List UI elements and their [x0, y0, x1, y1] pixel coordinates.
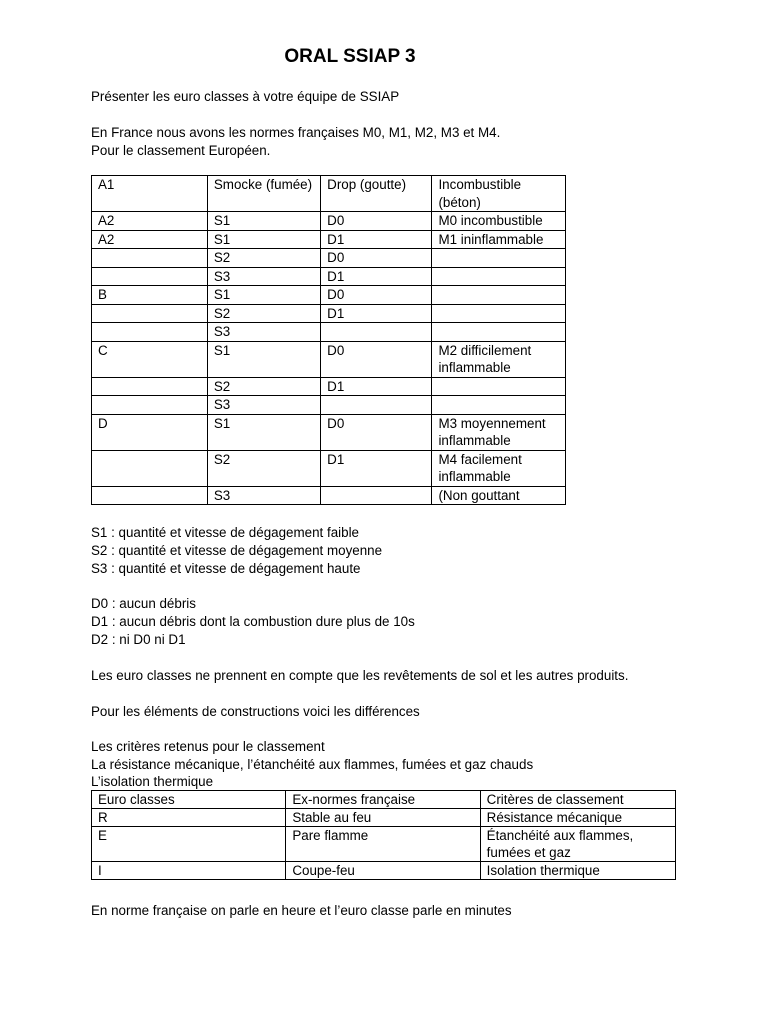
- classement-text: Pour le classement Européen.: [91, 143, 271, 158]
- table-row: [92, 230, 566, 249]
- table-cell: M0 incombustible: [432, 212, 566, 231]
- smoke-def-s2: S2 : quantité et vitesse de dégagement moyenne: [91, 543, 383, 558]
- table-cell: D0: [321, 212, 432, 231]
- criteria-heading: Les critères retenus pour le classement: [91, 739, 325, 754]
- table-cell: A2: [92, 212, 208, 231]
- table-row: [92, 341, 566, 377]
- drop-def-d0: D0 : aucun débris: [91, 596, 196, 611]
- table-cell: Résistance mécanique: [480, 809, 675, 827]
- table-cell: D0: [321, 286, 432, 305]
- table-cell: S1: [207, 414, 320, 450]
- table-cell: [432, 304, 566, 323]
- table-cell: Pare flamme: [286, 827, 480, 862]
- smoke-def-s1: S1 : quantité et vitesse de dégagement faible: [91, 525, 359, 540]
- criteria-item: La résistance mécanique, l’étanchéité aux flammes, fumées et gaz chauds: [91, 757, 534, 772]
- table-cell: [321, 323, 432, 342]
- table-cell: S3: [207, 323, 320, 342]
- table-cell: S1: [207, 286, 320, 305]
- table-cell: Stable au feu: [286, 809, 480, 827]
- table-cell: [92, 486, 208, 505]
- table-row: [92, 323, 566, 342]
- smoke-def-s3: S3 : quantité et vitesse de dégagement haute: [91, 561, 361, 576]
- table-row: [92, 862, 676, 880]
- table-cell: S1: [207, 230, 320, 249]
- table-cell: Étanchéité aux flammes, fumées et gaz: [480, 827, 675, 862]
- table-cell: Coupe-feu: [286, 862, 480, 880]
- table-cell: Ex-normes française: [286, 791, 480, 809]
- table-row: [92, 791, 676, 809]
- table-cell: D0: [321, 414, 432, 450]
- table-cell: [432, 249, 566, 268]
- table-cell: D1: [321, 377, 432, 396]
- table-row: [92, 212, 566, 231]
- table-row: [92, 377, 566, 396]
- table-cell: Isolation thermique: [480, 862, 675, 880]
- table-cell: [432, 396, 566, 415]
- normes-text: En France nous avons les normes françaises M0, M1, M2, M3 et M4.: [91, 125, 501, 140]
- table-row: [92, 396, 566, 415]
- table-cell: [432, 377, 566, 396]
- table-cell: B: [92, 286, 208, 305]
- drop-def-d1: D1 : aucun débris dont la combustion dure plus de 10s: [91, 614, 415, 629]
- table-row: [92, 286, 566, 305]
- table-cell: S2: [207, 304, 320, 323]
- table-cell: Critères de classement: [480, 791, 675, 809]
- table-row: [92, 414, 566, 450]
- table-cell: Smocke (fumée): [207, 176, 320, 212]
- table-row: [92, 486, 566, 505]
- table-cell: S2: [207, 450, 320, 486]
- table-cell: [432, 286, 566, 305]
- table-cell: E: [92, 827, 286, 862]
- table-cell: D1: [321, 450, 432, 486]
- table-cell: M2 difficilement inflammable: [432, 341, 566, 377]
- table-cell: M4 facilement inflammable: [432, 450, 566, 486]
- table-cell: [92, 267, 208, 286]
- table-cell: [92, 377, 208, 396]
- table-cell: D0: [321, 341, 432, 377]
- table-cell: Euro classes: [92, 791, 286, 809]
- table-row: [92, 176, 566, 212]
- table-cell: [432, 267, 566, 286]
- table-row: [92, 249, 566, 268]
- table-cell: S2: [207, 249, 320, 268]
- table-row: [92, 450, 566, 486]
- table-cell: R: [92, 809, 286, 827]
- table-cell: A1: [92, 176, 208, 212]
- table-cell: D0: [321, 249, 432, 268]
- table-cell: [321, 486, 432, 505]
- table-cell: I: [92, 862, 286, 880]
- table-cell: (Non gouttant: [432, 486, 566, 505]
- page-title: ORAL SSIAP 3: [284, 46, 416, 67]
- drop-def-d2: D2 : ni D0 ni D1: [91, 632, 186, 647]
- table-cell: [92, 249, 208, 268]
- table-cell: [92, 304, 208, 323]
- table-row: [92, 827, 676, 862]
- table-cell: Drop (goutte): [321, 176, 432, 212]
- construction-classes-table: [91, 790, 676, 880]
- euro-classes-table: [91, 175, 566, 505]
- table-cell: [92, 450, 208, 486]
- table-cell: D1: [321, 230, 432, 249]
- table-cell: S1: [207, 341, 320, 377]
- table-cell: S3: [207, 486, 320, 505]
- table-row: [92, 267, 566, 286]
- elements-note: Pour les éléments de constructions voici les différences: [91, 704, 420, 719]
- table-row: [92, 304, 566, 323]
- table-cell: D1: [321, 267, 432, 286]
- table-cell: Incombustible (béton): [432, 176, 566, 212]
- table-cell: M1 ininflammable: [432, 230, 566, 249]
- table-cell: M3 moyennement inflammable: [432, 414, 566, 450]
- euro-classes-note: Les euro classes ne prennent en compte que les revêtements de sol et les autres produits.: [91, 668, 629, 683]
- table-cell: A2: [92, 230, 208, 249]
- table-row: [92, 809, 676, 827]
- table-cell: S2: [207, 377, 320, 396]
- table-cell: S3: [207, 396, 320, 415]
- intro-text: Présenter les euro classes à votre équipe de SSIAP: [91, 89, 400, 104]
- conclusion-text: En norme française on parle en heure et l’euro classe parle en minutes: [91, 903, 512, 918]
- table-cell: D: [92, 414, 208, 450]
- table-cell: [432, 323, 566, 342]
- criteria-item: L’isolation thermique: [91, 774, 214, 789]
- table-cell: D1: [321, 304, 432, 323]
- table-cell: [321, 396, 432, 415]
- table-cell: [92, 323, 208, 342]
- table-cell: C: [92, 341, 208, 377]
- table-cell: [92, 396, 208, 415]
- table-cell: S3: [207, 267, 320, 286]
- table-cell: S1: [207, 212, 320, 231]
